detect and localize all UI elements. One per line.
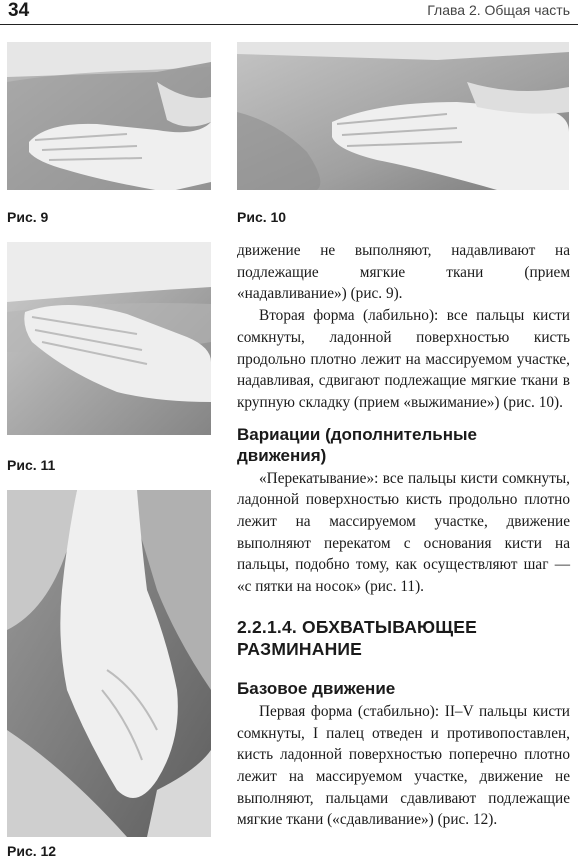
- section-heading: 2.2.1.4. ОБХВАТЫВАЮЩЕЕ РАЗМИНАНИЕ: [237, 616, 478, 659]
- text-column: [237, 240, 570, 831]
- paragraph-nadavlivanie: движение не выполняют, надавливают на подлежащие мягкие ткани (прием «надавливание») (рис. 9).: [237, 242, 570, 303]
- figure-12-caption: Рис. 12: [7, 843, 57, 859]
- page-header: [0, 0, 578, 24]
- page-number: 34: [8, 0, 30, 21]
- heading-variations: Вариации (дополнительные движения): [237, 424, 477, 465]
- figure-11-caption: Рис. 11: [7, 457, 56, 473]
- paragraph-sdavlivanie: Первая форма (стабильно): II–V пальцы кисти сомкнуты, I палец отведен и противопоставлен, кисть ладонной поверхностью поперечно плотно лежит на массируемом участке, движение не выполняют, пальцами сдавливают подлежащие мягкие ткани («сдавливание») (рис. 12).: [237, 702, 570, 829]
- paragraph-perekatyvanie: «Перекатывание»: все пальцы кисти сомкнуты, ладонной поверхностью кисть продольно плотно лежит на массируемом участке, движение выполняют перекатом с основания кисти на пальцы, подобно тому, как осуществляют шаг — «с пятки на носок» (рис. 11).: [237, 469, 570, 596]
- paragraph-vyzhimanie: Вторая форма (лабильно): все пальцы кисти сомкнуты, ладонной поверхностью кисть продольно плотно лежит на массируемом участке, надавливая, сдвигают подлежащие мягкие ткани в крупную складку (прием «выжимание») (рис. 10).: [237, 307, 570, 411]
- chapter-title: Глава 2. Общая часть: [427, 2, 570, 18]
- figure-9-caption: Рис. 9: [7, 209, 49, 225]
- heading-basic-movement: Базовое движение: [237, 678, 396, 698]
- figure-10-photo: [237, 42, 569, 190]
- header-rule: [0, 24, 578, 25]
- figure-12-photo: [7, 490, 211, 837]
- figure-11-photo: [7, 242, 211, 435]
- figure-9-photo: [7, 42, 211, 190]
- figure-10-caption: Рис. 10: [237, 209, 287, 225]
